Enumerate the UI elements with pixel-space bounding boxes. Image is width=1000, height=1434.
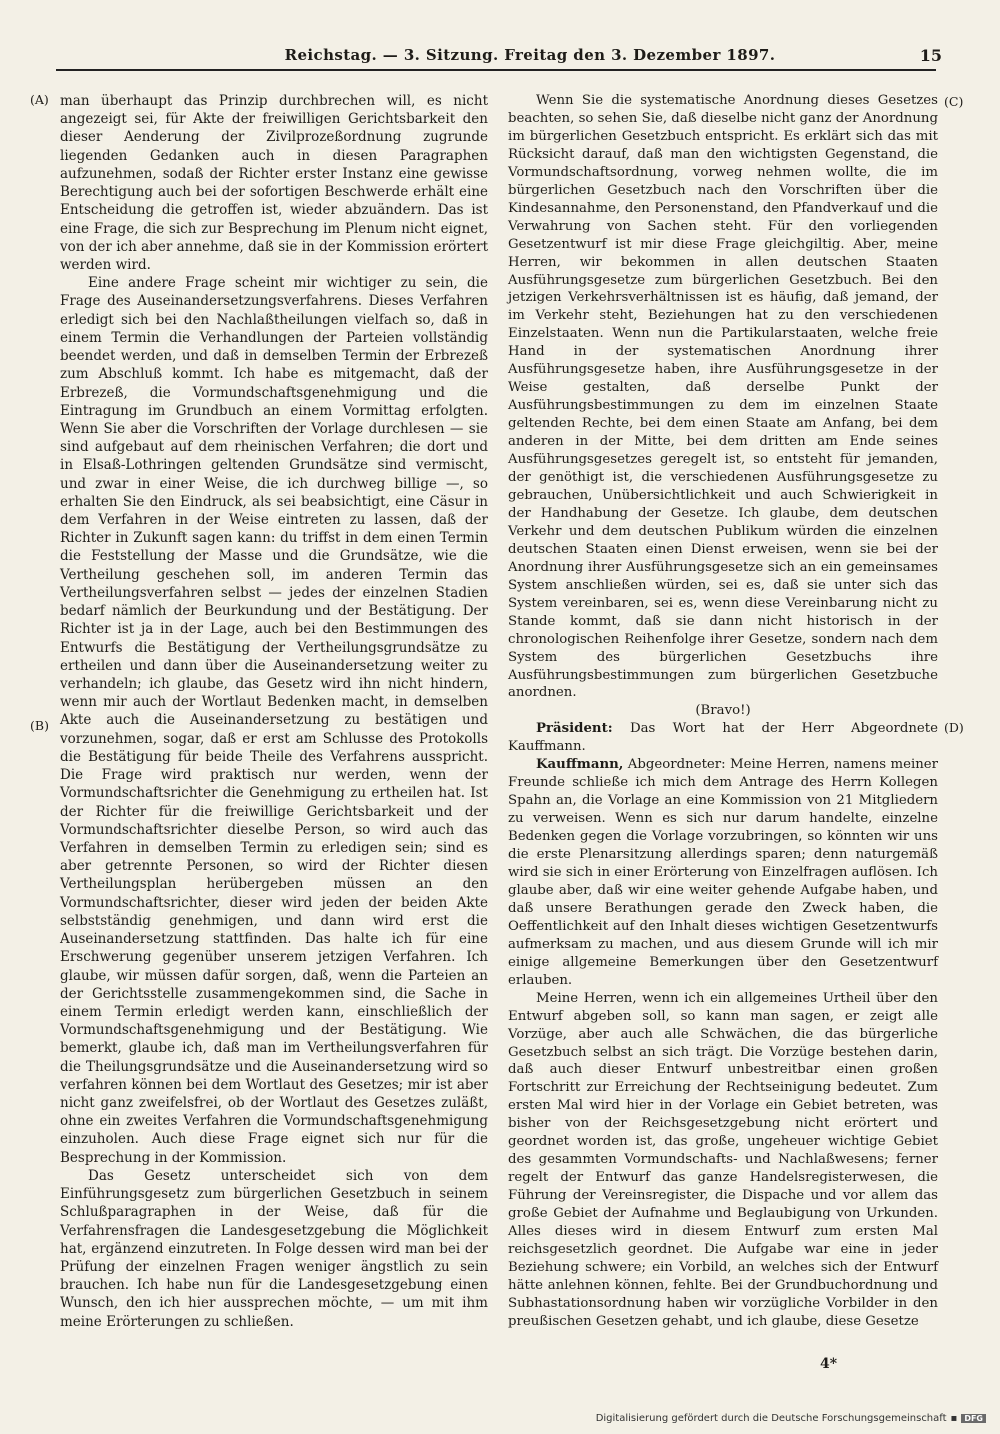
margin-marker-d: (D): [944, 720, 964, 735]
margin-marker-a: (A): [30, 92, 49, 107]
page-number: 15: [919, 46, 942, 65]
dfg-logo-icon: ▪: [950, 1413, 958, 1424]
footer-credit: [596, 1413, 986, 1424]
left-paragraph-1: man überhaupt das Prinzip durchbrechen will, es nicht angezeigt sei, für Akte der freiwilligen Gerichtsbarkeit den dieser Aenderung der Zivilprozeßordnung zugrunde liegenden Gedanken auch in diesen Paragraphen aufzunehmen, sodaß der Richter erster Instanz eine gewisse Berechtigung auch bei der sofortigen Beschwerde erhält eine Entscheidung die getroffen ist, wieder abzuändern. Das ist eine Frage, die sich zur Besprechung im Plenum nicht eignet, von der ich aber annehme, daß sie in der Kommission erörtert werden wird.: [60, 93, 488, 273]
president-label: Präsident:: [536, 721, 613, 737]
president-text: Das Wort hat der Herr Abgeordnete Kauffmann.: [508, 721, 939, 755]
speaker-text: Abgeordneter: Meine Herren, namens meiner Freunde schließe ich mich dem Antrage des Herrn Kollegen Spahn an, die Vorlage an eine Kommission von 21 Mitgliedern zu verweisen. Wenn es sich nur darum handelte, einzelne Bedenken gegen die Vorlage vorzubringen, so könnten wir uns die erste Plenarsitzung allerdings sparen; denn naturgemäß wird sie sich in einer Erörterung von Einzelfragen auflösen. Ich glaube aber, daß wir eine weiter gehende Aufgabe haben, und daß unsere Berathungen gerade den Zweck haben, die Oeffentlichkeit auf den Inhalt dieses wichtigen Gesetzentwurfs aufmerksam zu machen, und aus diesem Grunde will ich mir einige allgemeine Bemerkungen über den Gesetzentwurf erlauben.: [508, 757, 938, 988]
right-paragraph-1: Wenn Sie die systematische Anordnung dieses Gesetzes beachten, so sehen Sie, daß dieselbe nicht ganz der Anordnung im bürgerlichen Gesetzbuch entspricht. Es erklärt sich das mit Rücksicht darauf, daß man den wichtigsten Gegenstand, die Vormundschaftsordnung, vorweg nehmen wollte, die im bürgerlichen Gesetzbuch nach den Vorschriften über die Kindesannahme, den Personenstand, den Pfandverkauf und die Verwahrung von Sachen steht. Für den vorliegenden Gesetzentwurf ist mir diese Frage gleichgiltig. Aber, meine Herren, wir bekommen in allen deutschen Staaten Ausführungsgesetze zum bürgerlichen Gesetzbuch. Bei den jetzigen Verkehrsverhältnissen ist es häufig, daß jemand, der im Verkehr steht, Beziehungen hat zu den verschiedenen Einzelstaaten. Wenn nun die Partikularstaaten, welche freie Hand in der systematischen Anordnung ihrer Ausführungsgesetze haben, ihre Ausführungsgesetze in der Weise gestalten, daß derselbe Punkt der Ausführungsbestimmungen zu dem im einzelnen Staate geltenden Rechte, bei dem einen Staate am Anfang, bei dem anderen in der Mitte, bei dem dritten am Ende seines Ausführungsgesetzes geregelt ist, so entsteht für jemanden, der genöthigt ist, die verschiedenen Ausführungsgesetze zu gebrauchen, Unübersichtlichkeit und auch Schwierigkeit in der Handhabung der Gesetze. Ich glaube, dem deutschen Verkehr und dem deutschen Publikum würden die einzelnen deutschen Staaten einen Dienst erweisen, wenn sie bei der Anordnung ihrer Ausführungsgesetze sich an ein gemeinsames System anschließen würden, sei es, daß sie unter sich das System vereinbaren, sei es, wenn diese Vereinbarung nicht zu Stande kommt, daß sie dann nicht historisch in der chronologischen Reihenfolge ihrer Gesetze, sondern nach dem System des bürgerlichen Gesetzbuchs ihre Ausführungsbestimmungen zum bürgerlichen Gesetzbuche anordnen.: [508, 93, 938, 701]
left-paragraph-2: Eine andere Frage scheint mir wichtiger zu sein, die Frage des Auseinandersetzungsverfahrens. Dieses Verfahren erledigt sich bei den Nachlaßtheilungen vielfach so, daß in einem Termin die Verhandlungen der Parteien vollständig beendet werden, und daß in demselben Termin der Erbrezeß zum Abschluß kommt. Ich habe es mitgemacht, daß der Erbrezeß, die Vormundschaftsgenehmigung und die Eintragung im Grundbuch an einem Vormittag erfolgten. Wenn Sie aber die Vorschriften der Vorlage durchlesen — sie sind aufgebaut auf dem rheinischen Verfahren; die dort und in Elsaß-Lothringen geltenden Grundsätze sind vermischt, und zwar in einer Weise, die ich durchweg billige —, so erhalten Sie den Eindruck, als sei beabsichtigt, eine Cäsur in dem Verfahren in der Weise eintreten zu lassen, daß der Richter in Zukunft sagen kann: du triffst in dem einen Termin die Feststellung der Masse und die Grundsätze, wie die Vertheilung geschehen soll, im anderen Termin das Vertheilungsverfahren selbst — jedes der einzelnen Stadien bedarf nämlich der Beurkundung und der Bestätigung. Der Richter ist ja in der Lage, auch bei den Bestimmungen des Entwurfs die Bestätigung der Vertheilungsgrundsätze zu ertheilen und dann über die Auseinandersetzung weiter zu verhandeln; ich glaube, das Gesetz wird ihn nicht hindern, wenn mir auch der Wortlaut Bedenken macht, in demselben Akte auch die Auseinandersetzung zu bestätigen und vorzunehmen, sogar, daß er erst am Schlusse des Protokolls die Bestätigung für beide Theile des Verfahrens ausspricht. Die Frage wird praktisch nur werden, wenn der Vormundschaftsrichter die Genehmigung zu ertheilen hat. Ist der Richter für die freiwillige Gerichtsbarkeit und der Vormundschaftsrichter dieselbe Person, so wird auch das Verfahren in demselben Termin zu erledigen sein; sind es aber getrennte Personen, so wird der Richter diesen Vertheilungsplan herübergeben müssen an den Vormundschaftsrichter, dieser wird jeden der beiden Akte selbstständig genehmigen, und dann wird erst die Auseinandersetzung stattfinden. Das halte ich für eine Erschwerung gegenüber unserem jetzigen Verfahren. Ich glaube, wir müssen dafür sorgen, daß, wenn die Parteien an der Gerichtsstelle zusammengekommen sind, die Sache in einem Termin erledigt werden kann, einschließlich der Vormundschaftsgenehmigung und der Bestätigung. Wie bemerkt, glaube ich, daß man im Vertheilungsverfahren für die Theilungsgrundsätze und die Auseinandersetzung wird so verfahren können bei dem Wortlaut des Gesetzes; mir ist aber nicht ganz zweifelsfrei, ob der Wortlaut des Gesetzes zuläßt, ohne ein zweites Verfahren die Vormundschaftsgenehmigung einzuholen. Auch diese Frage eignet sich nur für die Besprechung in der Kommission.: [60, 275, 488, 1166]
funding-credit-text: Digitalisierung gefördert durch die Deutsche Forschungsgemeinschaft: [595, 1413, 947, 1424]
margin-marker-c: (C): [944, 94, 964, 109]
kauffmann-statement: [508, 756, 938, 989]
margin-marker-b: (B): [30, 718, 49, 733]
header-rule: [56, 69, 936, 71]
left-paragraph-3: Das Gesetz unterscheidet sich von dem Einführungsgesetz zum bürgerlichen Gesetzbuch in seinem Schlußparagraphen in der Weise, daß für die Verfahrensfragen die Landesgesetzgebung die Möglichkeit hat, ergänzend einzutreten. In Folge dessen wird man bei der Prüfung der einzelnen Fragen weniger ängstlich zu sein brauchen. Ich habe nun für die Landesgesetzgebung einen Wunsch, den ich hier aussprechen möchte, — um mit ihm meine Erörterungen zu schließen.: [60, 1167, 488, 1330]
president-statement: [508, 720, 938, 756]
running-title: Reichstag. — 3. Sitzung. Freitag den 3. Dezember 1897.: [284, 46, 776, 64]
dfg-logo: DFG: [961, 1414, 986, 1423]
applause-note: (Bravo!): [695, 703, 751, 719]
right-column: [508, 92, 938, 1331]
left-column: [60, 92, 488, 1331]
speaker-label: Kauffmann,: [536, 757, 624, 773]
signature-mark: 4*: [820, 1356, 838, 1372]
right-paragraph-4: Meine Herren, wenn ich ein allgemeines Urtheil über den Entwurf abgeben soll, so kann man sagen, er zeigt alle Vorzüge, aber auch alle Schwächen, die das bürgerliche Gesetzbuch selbst an sich trägt. Die Vorzüge bestehen darin, daß auch dieser Entwurf unbestreitbar einen großen Fortschritt zur Erreichung der Rechtseinigung bedeutet. Zum ersten Mal wird hier in der Vorlage ein Gebiet betreten, was bisher von der Reichsgesetzgebung nicht erörtert und geordnet worden ist, das große, ungeheuer wichtige Gebiet des gesammten Vormundschafts- und Nachlaßwesens; ferner regelt der Entwurf das ganze Handelsregisterwesen, die Führung der Vereinsregister, die Dispache und vor allem das große Gebiet der Aufnahme und Beglaubigung von Urkunden. Alles dieses wird in diesem Entwurf zum ersten Mal reichsgesetzlich geordnet. Die Aufgabe war eine in jeder Beziehung schwere; ein Vorbild, an welches sich der Entwurf hätte anlehnen können, fehlte. Bei der Grundbuchordnung und Subhastationsordnung haben wir vorzügliche Vorbilder in den preußischen Gesetzen gehabt, und ich glaube, diese Gesetze: [508, 990, 938, 1329]
